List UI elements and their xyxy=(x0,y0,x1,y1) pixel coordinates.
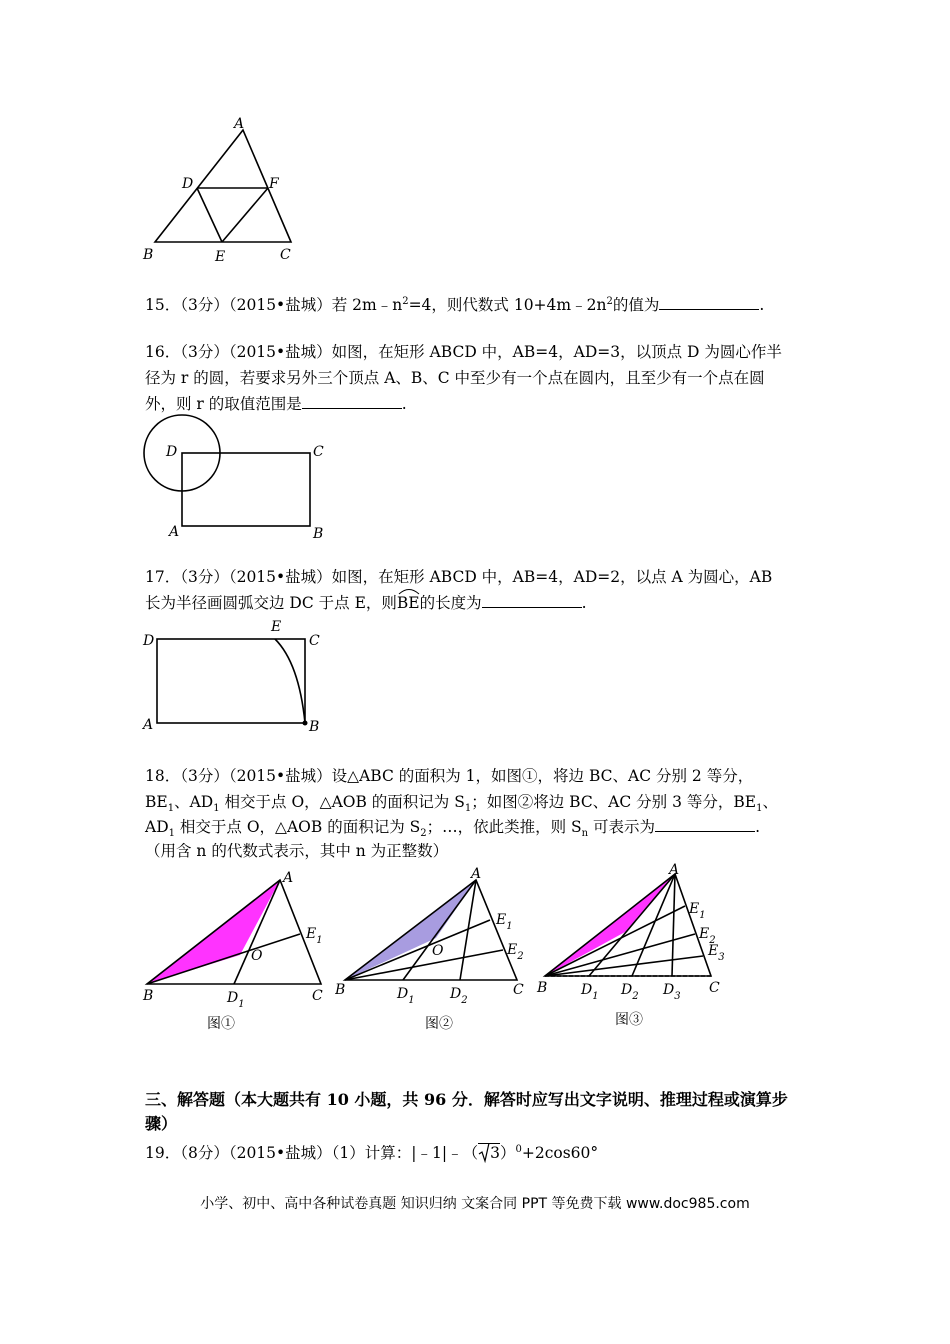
label-B: B xyxy=(309,719,320,735)
question-19: 19．（8分）（2015•盐城）（1）计算：|﹣1|﹣（ 3）$^0$+2cos60° xyxy=(145,1144,599,1163)
q15-source: （2015•盐城） xyxy=(228,296,332,315)
arc-be-label: BE xyxy=(397,591,420,615)
label-C: C xyxy=(309,633,320,649)
label-D: D xyxy=(182,176,194,192)
q15-text: 若 2m﹣n xyxy=(331,296,403,315)
label-E1: $E_1$ xyxy=(496,912,513,932)
q15-text-c: 的值为 xyxy=(612,296,660,315)
caption-figure-3: 图③ xyxy=(615,1012,643,1028)
label-A: A xyxy=(143,717,154,733)
question-17-line-1: 17．（3分）（2015•盐城）如图，在矩形 ABCD 中，AB=4，AD=2，以点 A 为圆心，AB xyxy=(145,568,773,586)
q15-number: 15． xyxy=(145,296,181,315)
label-A: A xyxy=(283,870,294,886)
label-E1: $E_1$ xyxy=(689,901,706,921)
triangle-figure-18-2 xyxy=(335,862,535,1037)
question-18-line-4: （用含 n 的代数式表示，其中 n 为正整数） xyxy=(145,842,449,860)
question-18-line-3: $AD_1$ 相交于点 O，△AOB 的面积记为 $S_2$；…，依此类推，则 $S_n$ 可表示为 . xyxy=(145,818,760,840)
label-B: B xyxy=(335,982,346,998)
label-D1: $D_1$ xyxy=(227,990,245,1010)
question-17-line-2 xyxy=(145,591,587,615)
radical-icon xyxy=(478,1143,490,1163)
label-A: A xyxy=(234,116,245,132)
answer-blank[interactable] xyxy=(659,295,759,310)
q17-text-b: 的长度为 xyxy=(419,594,482,612)
label-C: C xyxy=(313,444,324,460)
label-B: B xyxy=(143,988,154,1004)
label-D1: $D_1$ xyxy=(397,986,415,1006)
triangle-figure-18-3 xyxy=(535,858,735,1033)
rectangle-circle-figure-q16 xyxy=(135,410,345,545)
label-B: B xyxy=(537,980,548,996)
q15-end: . xyxy=(759,296,765,315)
label-E: E xyxy=(271,619,282,635)
answer-blank[interactable] xyxy=(482,593,582,608)
question-16-line-2: 径为 r 的圆，若要求另外三个顶点 A、B、C 中至少有一个点在圆内，且至少有一个点在圆 xyxy=(145,369,765,387)
answer-blank[interactable] xyxy=(302,394,402,409)
section-3-heading-cont: 骤） xyxy=(145,1114,178,1133)
label-C: C xyxy=(709,980,720,996)
sqrt-symbol: 3 xyxy=(478,1143,500,1162)
label-E2: $E_2$ xyxy=(507,942,524,962)
q17-end: . xyxy=(581,594,587,612)
q15-sup2: 2 xyxy=(606,296,613,307)
triangle-figure-18-1 xyxy=(135,862,335,1037)
label-O: O xyxy=(251,948,263,964)
label-A: A xyxy=(471,866,482,882)
question-18-line-2: $BE_1$、$AD_1$ 相交于点 O，△AOB 的面积记为 $S_1$；如图②将边 BC、AC 分别 3 等分，$BE_1$、 xyxy=(145,793,778,815)
q17-text: 长为半径画圆弧交边 DC 于点 E，则 xyxy=(145,594,397,612)
q15-sup: 2 xyxy=(402,296,409,307)
label-D: D xyxy=(143,633,155,649)
label-E1: $E_1$ xyxy=(306,926,323,946)
label-C: C xyxy=(280,247,291,263)
q16-text: 外，则 r 的取值范围是 xyxy=(145,395,302,413)
section-3-heading: 三、解答题（本大题共有 10 小题，共 96 分．解答时应写出文字说明、推理过程或演算步 xyxy=(145,1090,788,1109)
label-E2: $E_2$ xyxy=(699,926,716,946)
label-F: F xyxy=(269,176,279,192)
label-B: B xyxy=(313,526,324,542)
label-B: B xyxy=(143,247,154,263)
label-C: C xyxy=(513,982,524,998)
label-O: O xyxy=(432,943,444,959)
caption-figure-2: 图② xyxy=(425,1016,453,1032)
label-D3: $D_3$ xyxy=(663,982,681,1002)
rectangle-arc-figure-q17 xyxy=(135,615,345,740)
label-C: C xyxy=(312,988,323,1004)
label-D1: $D_1$ xyxy=(581,982,599,1002)
label-A: A xyxy=(669,862,680,878)
label-E: E xyxy=(215,249,226,265)
label-D: D xyxy=(166,444,178,460)
q15-score: （3分） xyxy=(180,296,229,315)
label-A: A xyxy=(169,524,180,540)
caption-figure-1: 图① xyxy=(207,1016,235,1032)
answer-blank[interactable] xyxy=(655,817,755,832)
q16-end: . xyxy=(401,395,407,413)
label-D2: $D_2$ xyxy=(450,986,468,1006)
question-16-line-1: 16．（3分）（2015•盐城）如图，在矩形 ABCD 中，AB=4，AD=3，以顶点 D 为圆心作半 xyxy=(145,343,782,361)
page-footer: 小学、初中、高中各种试卷真题 知识归纳 文案合同 PPT 等免费下载 www.doc985.com xyxy=(200,1196,750,1212)
question-15 xyxy=(145,290,764,317)
arc-mark-icon xyxy=(397,587,421,595)
q15-text-b: =4，则代数式 10+4m﹣2n xyxy=(408,296,607,315)
label-E3: $E_3$ xyxy=(708,943,725,963)
question-18-line-1: 18．（3分）（2015•盐城）设△ABC 的面积为 1，如图①，将边 BC、AC 分别 2 等分， xyxy=(145,767,754,785)
triangle-figure-q14 xyxy=(135,112,305,272)
label-D2: $D_2$ xyxy=(621,982,639,1002)
